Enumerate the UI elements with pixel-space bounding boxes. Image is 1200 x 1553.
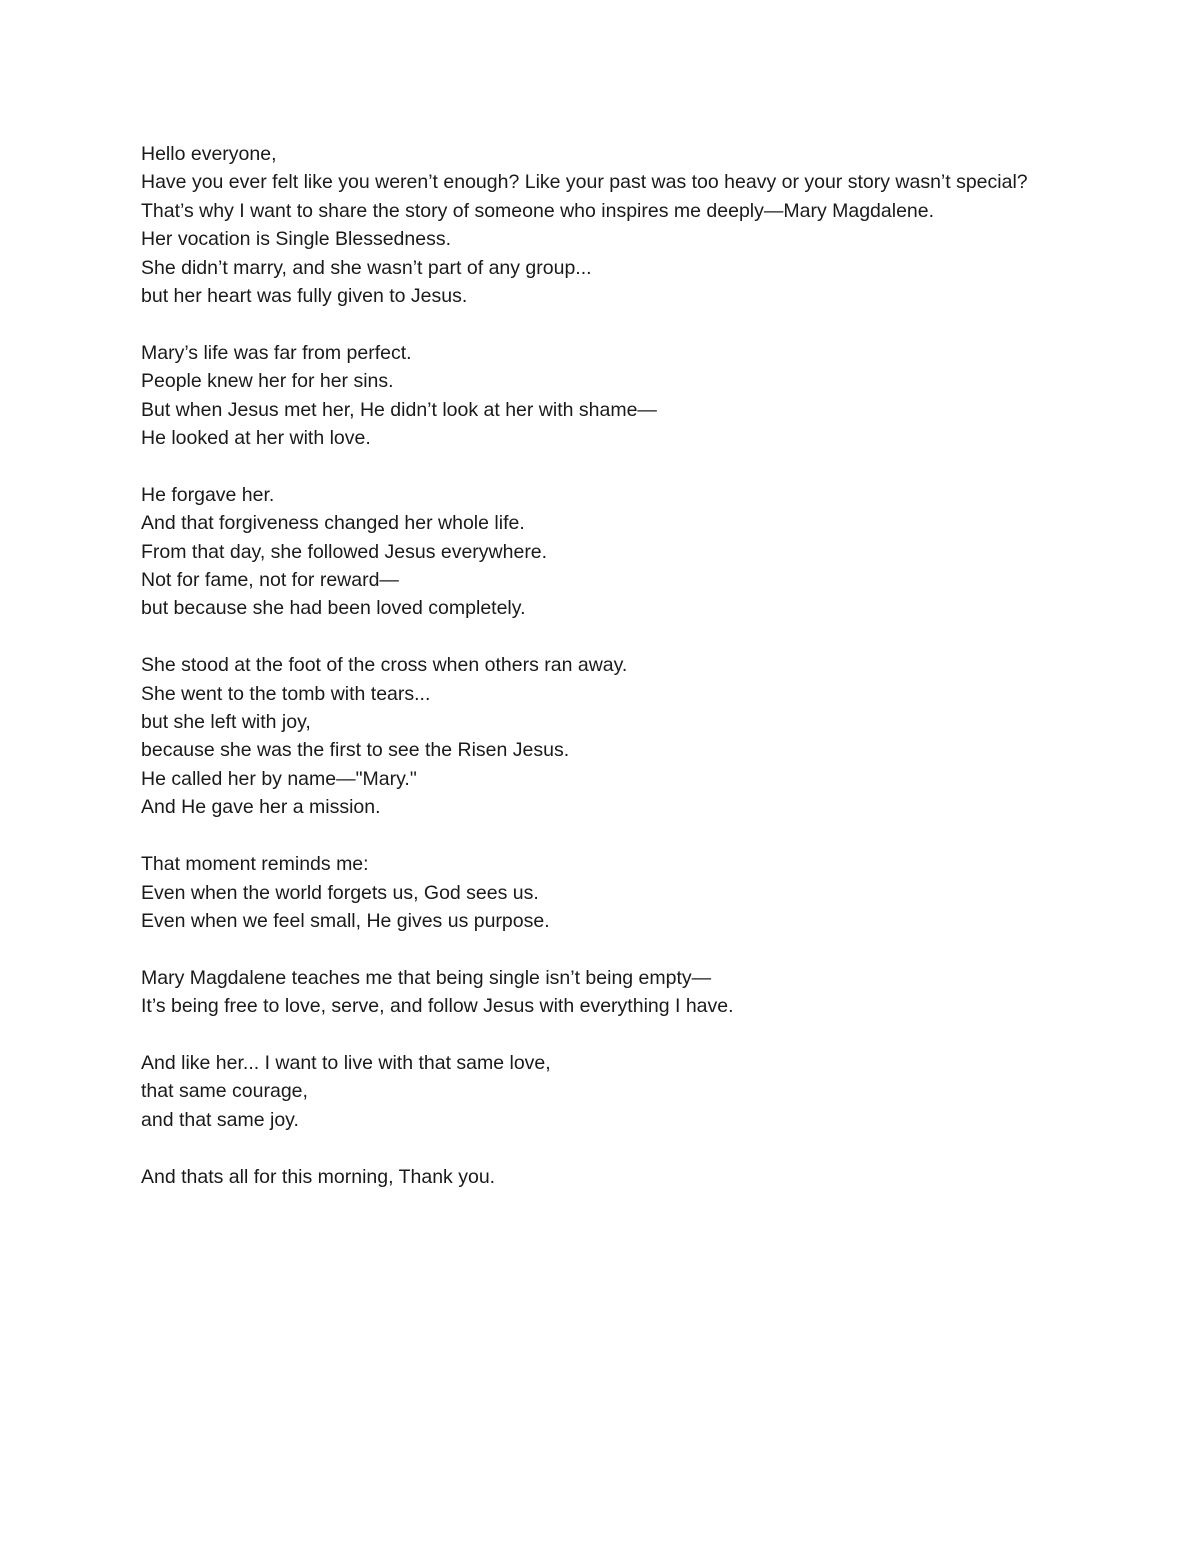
text-line: but she left with joy, <box>141 711 311 734</box>
text-line: because she was the first to see the Risen Jesus. <box>141 739 570 762</box>
text-line: From that day, she followed Jesus everywhere. <box>141 540 548 563</box>
paragraph <box>141 1163 1061 1191</box>
paragraph <box>141 850 1061 935</box>
paragraph-gap <box>141 935 1061 963</box>
text-line: Her vocation is Single Blessedness. <box>141 228 451 251</box>
text-line: And He gave her a mission. <box>141 796 381 819</box>
text-line: It’s being free to love, serve, and follow Jesus with everything I have. <box>141 995 734 1018</box>
text-line: but because she had been loved completely. <box>141 597 526 620</box>
text-line: But when Jesus met her, He didn’t look at her with shame— <box>141 398 657 421</box>
paragraph-gap <box>141 822 1061 850</box>
paragraph <box>141 1049 1061 1134</box>
document-body <box>141 140 1061 1191</box>
text-line: And like her... I want to live with that same love, <box>141 1051 551 1074</box>
text-line: People knew her for her sins. <box>141 370 394 393</box>
text-line: Have you ever felt like you weren’t enough? Like your past was too heavy or your story wasn’t special? <box>141 171 1028 194</box>
text-line: Not for fame, not for reward— <box>141 569 399 592</box>
text-line: that same courage, <box>141 1080 308 1103</box>
paragraph <box>141 140 1061 310</box>
paragraph-gap <box>141 1134 1061 1162</box>
text-line: She went to the tomb with tears... <box>141 682 431 705</box>
text-line: He looked at her with love. <box>141 427 371 450</box>
text-line: And thats all for this morning, Thank you. <box>141 1165 496 1188</box>
text-line: Even when we feel small, He gives us purpose. <box>141 909 550 932</box>
paragraph <box>141 964 1061 1021</box>
text-line: Mary Magdalene teaches me that being single isn’t being empty— <box>141 966 712 989</box>
paragraph-gap <box>141 310 1061 338</box>
text-line: He forgave her. <box>141 483 275 506</box>
text-line: She stood at the foot of the cross when others ran away. <box>141 654 628 677</box>
text-line: Mary’s life was far from perfect. <box>141 341 412 364</box>
paragraph <box>141 481 1061 623</box>
text-line: He called her by name—"Mary." <box>141 767 417 790</box>
text-line: Hello everyone, <box>141 143 277 165</box>
text-line: She didn’t marry, and she wasn’t part of any group... <box>141 256 592 279</box>
text-line: That’s why I want to share the story of someone who inspires me deeply—Mary Magdalene. <box>141 199 935 222</box>
text-line: That moment reminds me: <box>141 853 369 876</box>
text-line: And that forgiveness changed her whole life. <box>141 512 525 535</box>
paragraph <box>141 651 1061 821</box>
paragraph-gap <box>141 623 1061 651</box>
paragraph-gap <box>141 452 1061 480</box>
paragraph-gap <box>141 1021 1061 1049</box>
paragraph <box>141 339 1061 453</box>
text-line: Even when the world forgets us, God sees us. <box>141 881 539 904</box>
text-line: but her heart was fully given to Jesus. <box>141 285 468 308</box>
text-line: and that same joy. <box>141 1108 299 1131</box>
